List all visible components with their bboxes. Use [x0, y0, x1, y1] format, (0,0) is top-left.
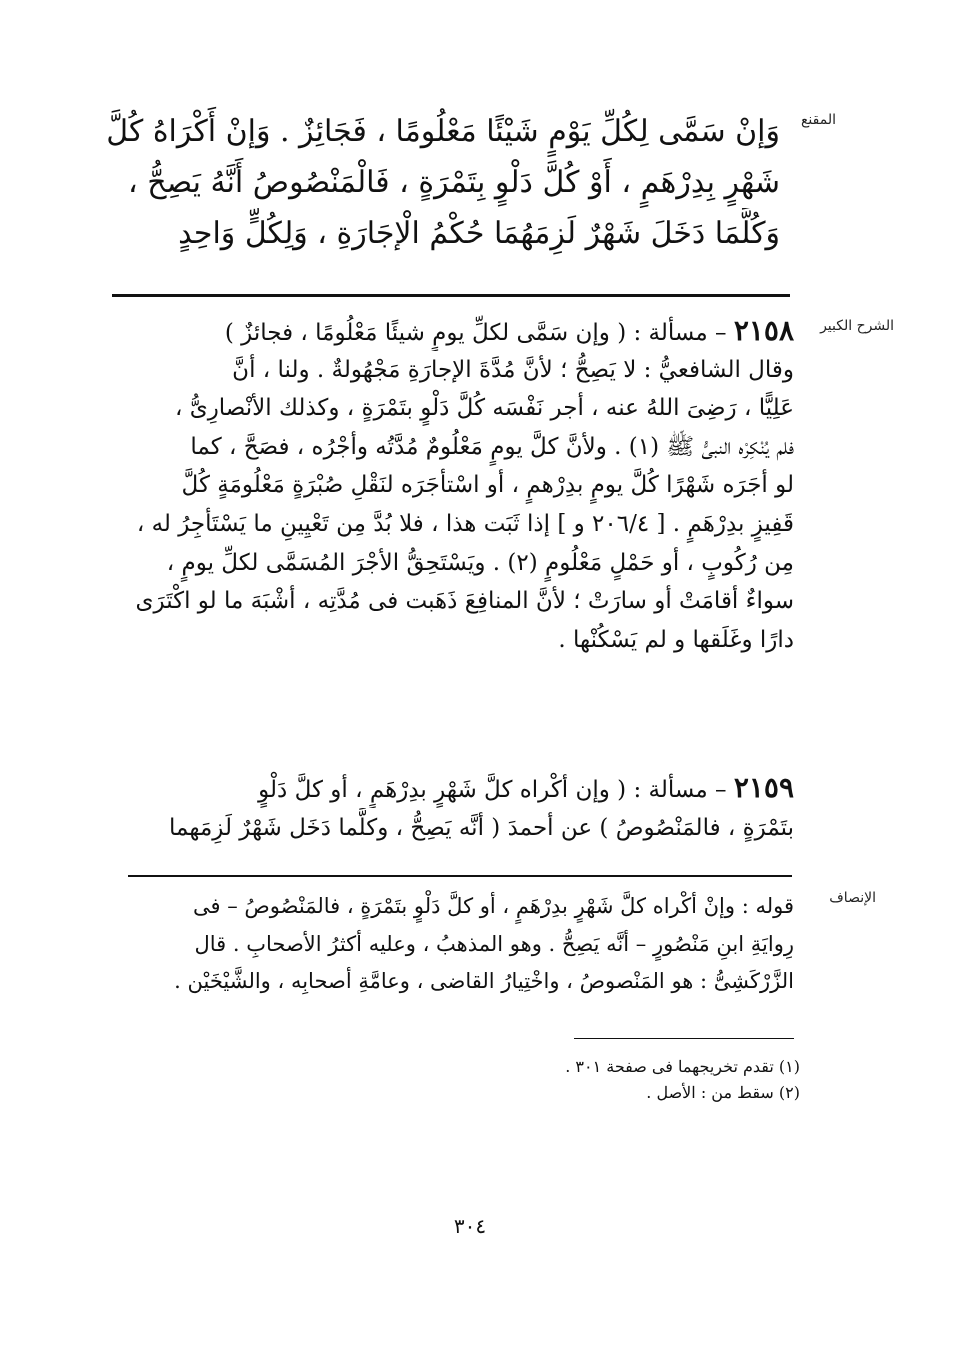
sharh-line: وقال الشافعيُّ : لا يَصِحُّ ؛ لأنَّ مُدَّةَ الإجارَةِ مَجْهُولةٌ . ولنا ، أنَّ — [232, 356, 794, 383]
sharh-line: فلم يُنْكِرْه النبىُّ ﷺ (١) . ولأنَّ كلَّ يومٍ مَعْلُومٌ مُدَّتُه وأجْرُه ، فصَحَّ ، كما — [190, 433, 794, 460]
section-divider — [112, 294, 790, 297]
sharh-line: مِن رُكُوبٍ ، أو حَمْلٍ مَعْلُومٍ (٢) . ويَسْتَحِقُّ الأجْرَ المُسَمَّى لكلِّ يومٍ ، — [166, 549, 794, 576]
muqni-line: وَكُلَّمَا دَخَلَ شَهْرٌ لَزِمَهُمَا حُكْمُ الْإجَارَةِ ، وَلِكُلٍّ وَاحِدٍ — [178, 216, 780, 251]
section-divider — [128, 875, 792, 877]
sharh-line: قَفِيزٍ بدِرْهَمٍ . [ ٢٠٦/٤ و ] إذا ثَبَت هذا ، فلا بُدَّ مِن تَعْيِينِ ما يَسْتَأجِرُ له ، — [136, 510, 794, 537]
sharh-heading-line — [106, 312, 794, 351]
insaf-text — [124, 888, 794, 1001]
insaf-line: رِوايَةِ ابنِ مَنْصُورٍ – أنَّه يَصِحُّ . وهو المذهبُ ، وعليه أكثرُ الأصحابِ . قال — [194, 931, 794, 956]
sharh-line: عَلِيًّا ، رَضِىَ اللهُ عنه ، أجر نَفْسَه كُلَّ دَلْوٍ بتَمْرَةٍ ، وكذلك الأنْصارِىُّ ، — [174, 395, 794, 422]
footnotes — [420, 1054, 800, 1106]
footnote: (١) تقدم تخريجهما فى صفحة ٣٠١ . — [565, 1057, 800, 1076]
section-label-muqni: المقنع — [800, 112, 836, 128]
sharh-heading-line — [112, 768, 794, 808]
sharh-line: سواءٌ أقامَتْ أو سارَتْ ؛ لأنَّ المنافِعَ ذَهَبت فى مُدَّتِه ، أشْبَهَ ما لو اكْتَرَى — [135, 588, 794, 615]
muqni-line: وَإنْ سَمَّى لِكُلِّ يَوْمٍ شَيْئًا مَعْلُومًا ، فَجَائِزٌ . وَإنْ أَكْرَاهُ كُلَّ — [106, 114, 780, 149]
muqni-line: شَهْرٍ بِدِرْهَمٍ ، أَوْ كُلَّ دَلْوٍ بِتَمْرَةٍ ، فَالْمَنْصُوصُ أَنَّهُ يَصِحُّ ، — [128, 165, 780, 200]
insaf-line: الزَّرْكَشِىُّ : هو المَنْصوصُ ، واخْتِيارُ القاضى ، وعامَّةِ أصحابِه ، والشَّيْخَيْن . — [174, 969, 794, 993]
sharh-line: لو أجَرَه شَهْرًا كُلَّ يومٍ بدِرْهمٍ ، أو اسْتأجَرَه لنَقْلِ صُبْرَةٍ مَعْلُومَةٍ كُلَّ — [181, 472, 794, 499]
page-number: ٣٠٤ — [453, 1214, 487, 1238]
issue-number: ٢١٥٩ — [733, 771, 794, 804]
sharh-2158 — [106, 312, 794, 659]
footnote-divider — [574, 1038, 794, 1039]
sharh-line: دارًا وغَلَقها و لم يَسْكُنْها . — [558, 626, 794, 653]
issue-heading: – مسألة : ( وإن سَمَّى لكلِّ يومٍ شيئًا مَعْلُومًا ، فجائزٌ ) — [224, 320, 727, 346]
footnote: (٢) سقط من : الأصل . — [646, 1083, 800, 1102]
sharh-line: بتَمْرَةٍ ، فالمَنْصُوصُ ) عن أحمدَ ( أنَّه يَصِحُّ ، وكلَّما دَخَل شَهْرٌ لَزِمَهما — [169, 815, 794, 841]
issue-heading: – مسألة : ( وإن أكْراه كلَّ شَهْرٍ بدِرْهَمٍ ، أو كلَّ دَلْوٍ — [258, 777, 727, 803]
muqni-text — [104, 106, 780, 259]
insaf-line: قوله : وإنْ أكْراه كلَّ شَهْرٍ بدِرْهَمٍ ، أو كلَّ دَلْوٍ بتَمْرَةٍ ، فالمَنْصُوصُ – فى — [193, 894, 794, 918]
section-label-sharh: الشرح الكبير — [820, 318, 894, 334]
section-label-insaf: الإنصاف — [829, 890, 876, 906]
issue-number: ٢١٥٨ — [733, 314, 794, 347]
sharh-2159 — [112, 768, 794, 848]
